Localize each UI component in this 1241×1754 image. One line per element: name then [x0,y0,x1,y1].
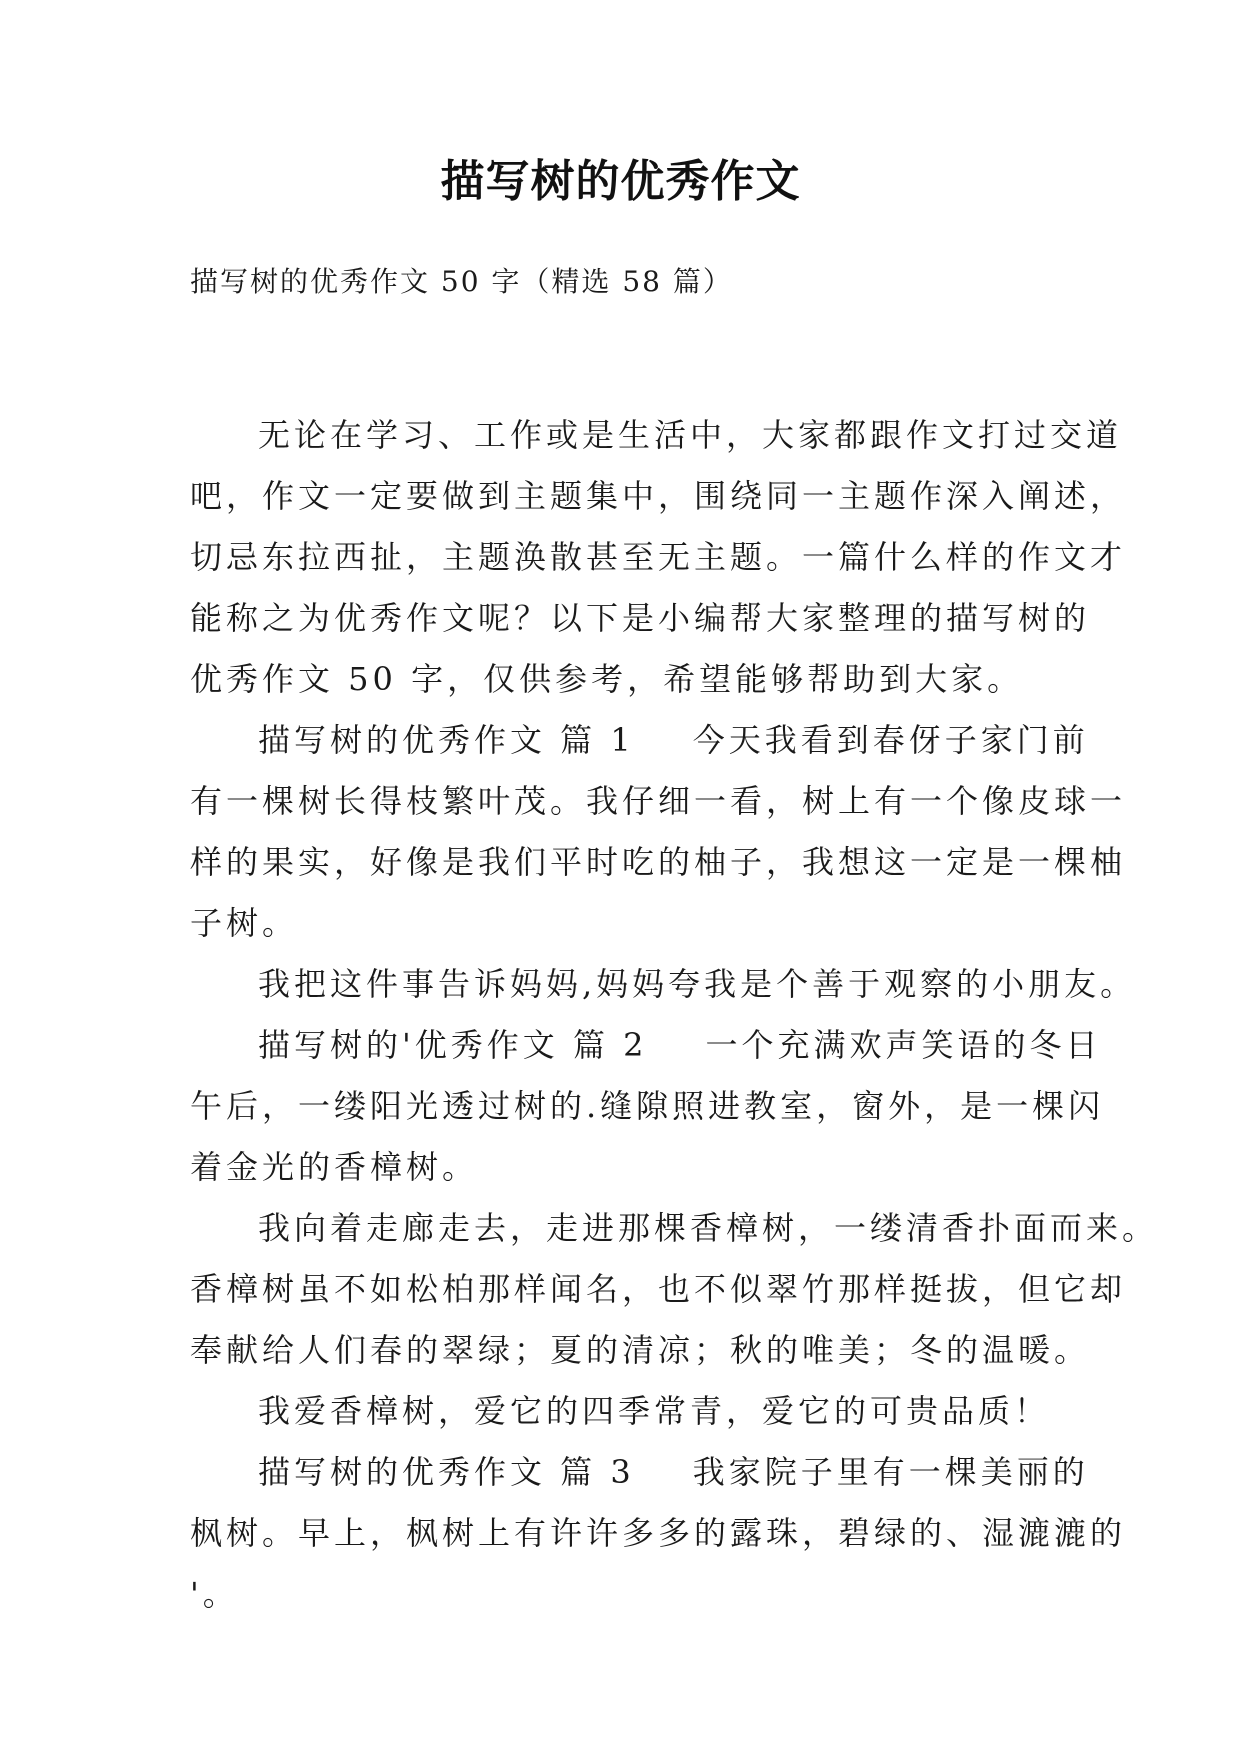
text-line [190,1137,1070,1198]
section-heading: 描写树的优秀作文 篇 3 [258,1453,635,1491]
text-line [190,649,1070,710]
document-subtitle: 描写树的优秀作文 50 字（精选 58 篇） [190,265,733,298]
line-text: 样的果实，好像是我们平时吃的柚子，我想这一定是一棵柚 [190,843,1127,881]
text-line [190,954,1137,1015]
line-text: 午后，一缕阳光透过树的.缝隙照进教室，窗外，是一棵闪 [190,1087,1105,1125]
text-line [190,710,1089,771]
text-line [190,527,1127,588]
line-text: 优秀作文 50 字，仅供参考，希望能够帮助到大家。 [190,660,1024,698]
text-line [190,832,1127,893]
document-title: 描写树的优秀作文 [440,156,801,207]
line-text: 今天我看到春伢子家门前 [692,721,1089,759]
text-line [190,771,1127,832]
text-line [190,1076,1105,1137]
text-line [190,1320,1091,1381]
line-text: 子树。 [190,904,299,942]
line-text: 切忌东拉西扯，主题涣散甚至无主题。一篇什么样的作文才 [190,538,1127,576]
line-text: 着金光的香樟树。 [190,1148,479,1186]
text-line [190,1442,1089,1503]
line-text: 有一棵树长得枝繁叶茂。我仔细一看，树上有一个像皮球一 [190,782,1127,820]
line-text: 一个充满欢声笑语的冬日 [705,1026,1102,1064]
text-line [190,405,1123,466]
line-text: 吧，作文一定要做到主题集中，围绕同一主题作深入阐述， [190,477,1127,515]
line-text: 我家院子里有一棵美丽的 [692,1453,1089,1491]
text-line [190,893,1070,954]
section-heading: 描写树的优秀作文 篇 1 [258,721,635,759]
text-line [190,1259,1127,1320]
line-text: 无论在学习、工作或是生活中，大家都跟作文打过交道 [258,416,1123,454]
line-text: 我向着走廊走去，走进那棵香樟树，一缕清香扑面而来。 [258,1209,1159,1247]
line-text: 能称之为优秀作文呢？以下是小编帮大家整理的描写树的 [190,599,1091,637]
line-text: 枫树。早上，枫树上有许许多多的露珠，碧绿的、湿漉漉的 [190,1514,1127,1552]
text-line [190,466,1127,527]
section-heading: 描写树的'优秀作文 篇 2 [258,1026,648,1064]
document-body [190,405,1159,1625]
text-line [190,1198,1159,1259]
line-text: 我爱香樟树，爱它的四季常青，爱它的可贵品质！ [258,1392,1051,1430]
text-line [190,1503,1127,1564]
line-text: 我把这件事告诉妈妈,妈妈夸我是个善于观察的小朋友。 [258,965,1137,1003]
line-text: '。 [190,1575,239,1613]
line-text: 奉献给人们春的翠绿；夏的清凉；秋的唯美；冬的温暖。 [190,1331,1091,1369]
text-line [190,1015,1102,1076]
text-line [190,1381,1070,1442]
line-text: 香樟树虽不如松柏那样闻名，也不似翠竹那样挺拔，但它却 [190,1270,1127,1308]
text-line [190,1564,1070,1625]
text-line [190,588,1091,649]
